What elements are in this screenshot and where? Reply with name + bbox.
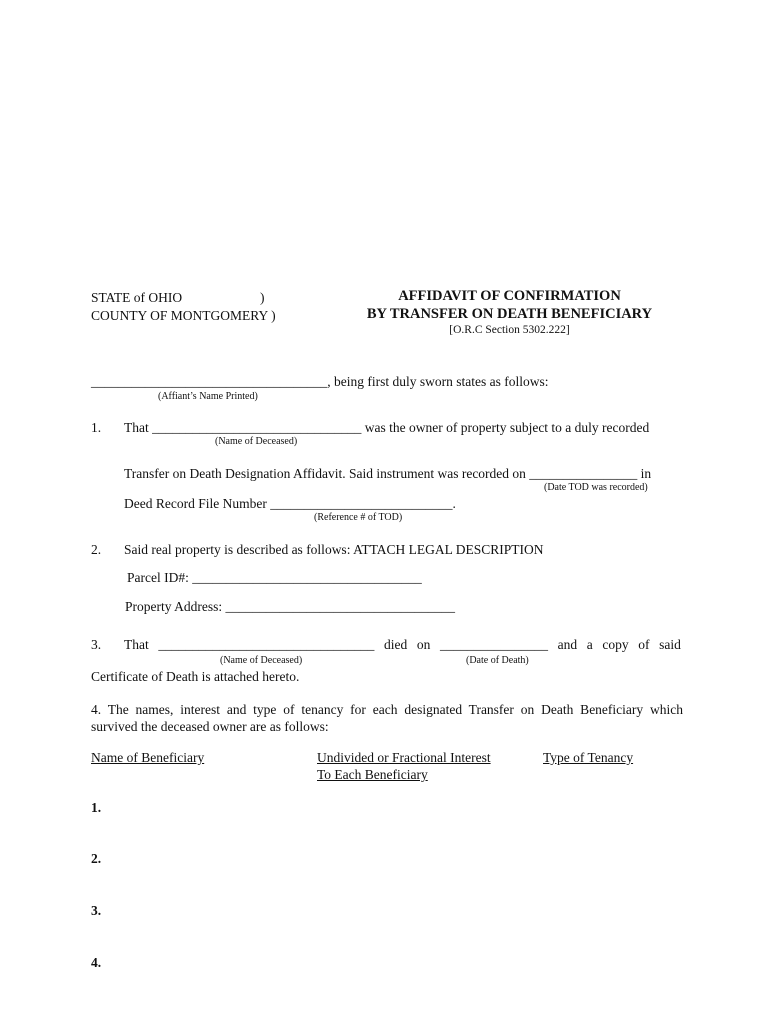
item-3-word: died bbox=[384, 637, 408, 652]
beneficiary-row-number: 4. bbox=[91, 955, 102, 970]
item-3-word: said bbox=[659, 637, 681, 652]
beneficiary-row-number: 2. bbox=[91, 851, 102, 866]
item-3-word: a bbox=[586, 637, 593, 652]
title-line-2: BY TRANSFER ON DEATH BENEFICIARY bbox=[366, 306, 653, 322]
deceased-caption: (Name of Deceased) bbox=[215, 436, 298, 447]
item-3-word: copy bbox=[602, 637, 629, 652]
col-interest-header-line-2: To Each Beneficiary bbox=[317, 767, 428, 782]
item-2-line-1: Said real property is described as follows: ATTACH LEGAL DESCRIPTION bbox=[124, 542, 544, 557]
item-3-line-1 bbox=[124, 638, 681, 652]
statute-reference: [O.R.C Section 5302.222] bbox=[449, 324, 570, 336]
state-label: STATE of OHIO bbox=[91, 290, 183, 305]
county-label: COUNTY OF MONTGOMERY ) bbox=[91, 308, 276, 323]
parcel-id-line: Parcel ID#: __________________________________ bbox=[127, 570, 422, 585]
item-3-line-2: Certificate of Death is attached hereto. bbox=[91, 669, 300, 684]
deceased-caption-3: (Name of Deceased) bbox=[220, 655, 303, 666]
item-4-line-1: 4. The names, interest and type of tenancy for each designated Transfer on Death Beneficiary which bbox=[91, 702, 683, 717]
state-paren: ) bbox=[260, 290, 265, 305]
item-1-line-1: That _______________________________ was the owner of property subject to a duly recorded bbox=[124, 420, 650, 435]
item-1-number: 1. bbox=[91, 420, 102, 435]
property-address-line: Property Address: __________________________________ bbox=[125, 599, 455, 614]
item-3-word: ________________________________ bbox=[158, 637, 375, 652]
beneficiary-row-number: 3. bbox=[91, 903, 102, 918]
beneficiary-row-number: 1. bbox=[91, 800, 102, 815]
item-1-line-2: Transfer on Death Designation Affidavit. Said instrument was recorded on ________________ in bbox=[124, 466, 652, 481]
item-1-line-3: Deed Record File Number ___________________________. bbox=[124, 496, 456, 511]
item-2-number: 2. bbox=[91, 542, 102, 557]
item-3-word: ________________ bbox=[440, 637, 548, 652]
item-3-word: That bbox=[124, 637, 149, 652]
item-3-word: and bbox=[557, 637, 578, 652]
item-3-word: of bbox=[638, 637, 650, 652]
item-3-word: on bbox=[416, 637, 431, 652]
col-interest-header: Undivided or Fractional Interest bbox=[317, 750, 491, 765]
reference-caption: (Reference # of TOD) bbox=[314, 512, 403, 523]
item-4-line-2: survived the deceased owner are as follows: bbox=[91, 719, 329, 734]
affiant-line: ___________________________________, being first duly sworn states as follows: bbox=[91, 374, 549, 389]
title-line-1: AFFIDAVIT OF CONFIRMATION bbox=[398, 288, 621, 304]
col-name-header: Name of Beneficiary bbox=[91, 750, 205, 765]
death-date-caption: (Date of Death) bbox=[466, 655, 529, 666]
date-tod-caption: (Date TOD was recorded) bbox=[544, 482, 648, 493]
item-3-number: 3. bbox=[91, 637, 102, 652]
col-tenancy-header: Type of Tenancy bbox=[543, 750, 634, 765]
affiant-caption: (Affiant’s Name Printed) bbox=[158, 391, 258, 402]
